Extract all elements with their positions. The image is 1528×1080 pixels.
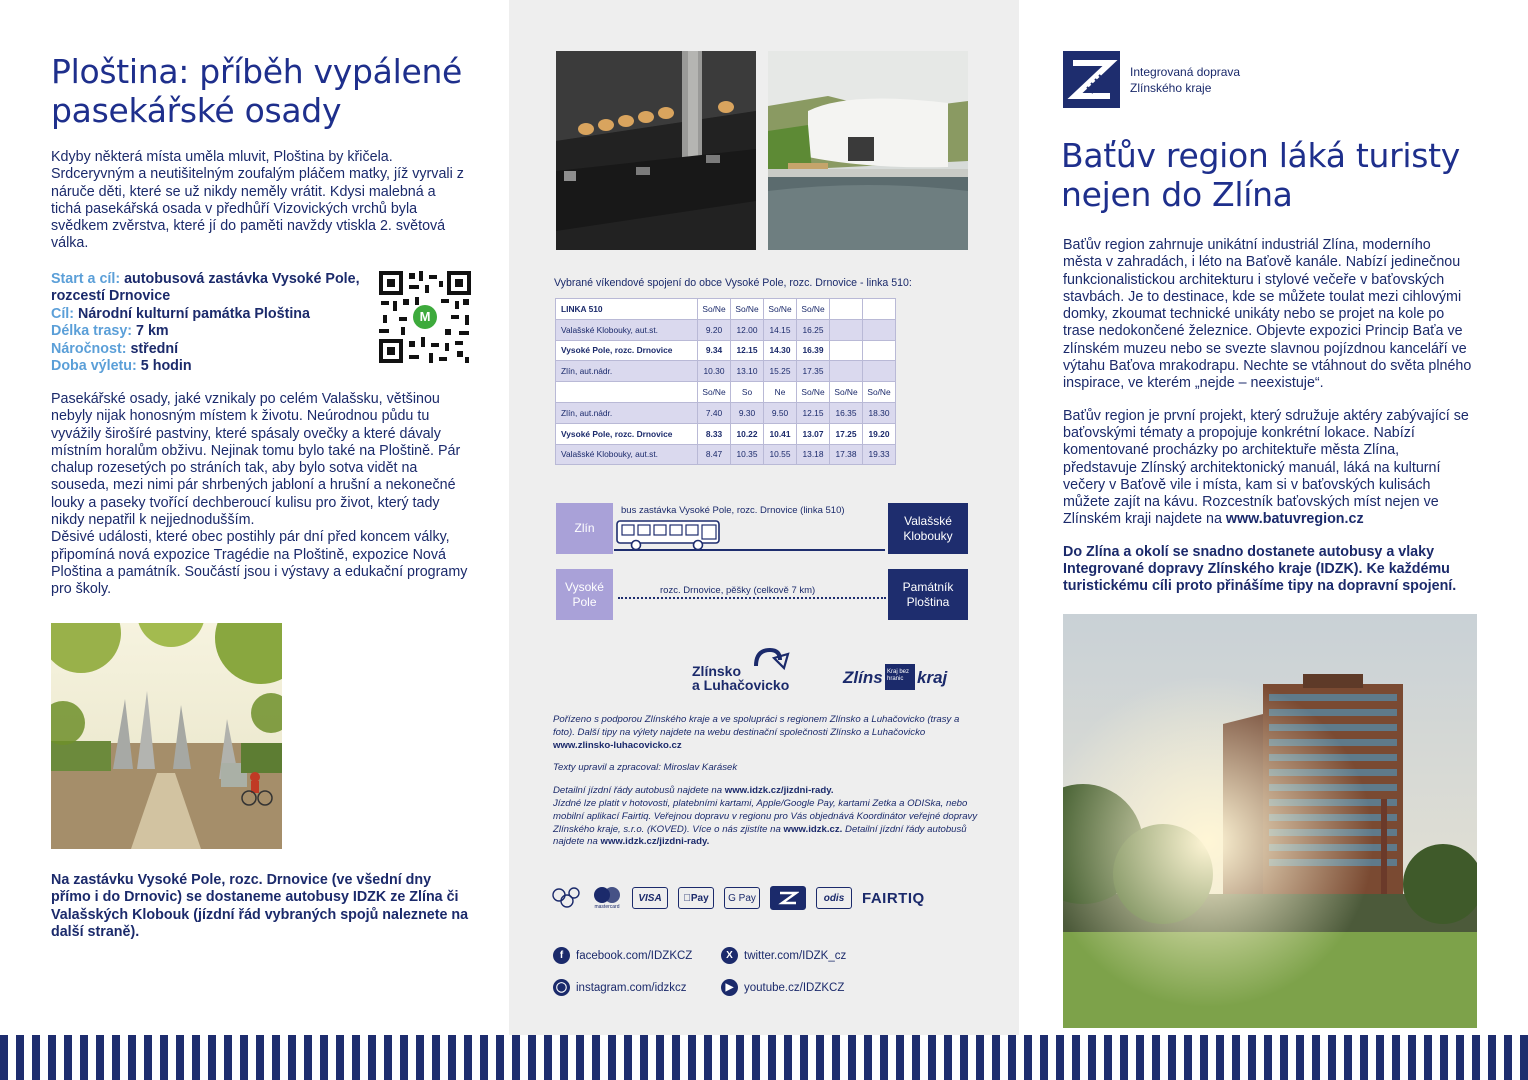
twitter-link[interactable]: twitter.com/IDZK_cz (744, 949, 847, 962)
timetable-time-cell: 19.33 (863, 444, 896, 465)
timetable-time-cell: 17.25 (830, 423, 863, 444)
timetable-time-cell: 16.39 (797, 340, 830, 361)
plostina-footer: Na zastávku Vysoké Pole, rozc. Drnovice (ve všední dny přímo i do Drnovic) se dostaneme autobusy IDZK ze Zlína či Valašských Klobouk (jízdní řád vybraných spojů naleznete na další straně). (51, 872, 469, 941)
route-to-valasske-klobouky: Valašské Klobouky (888, 503, 968, 554)
route-from-zlin: Zlín (556, 503, 613, 554)
timetable-day-cell (830, 299, 863, 320)
timetable-day-cell: So/Ne (698, 299, 731, 320)
timetable-header-row (556, 299, 896, 320)
timetable-time-cell: 10.35 (731, 444, 764, 465)
facebook-icon: f (553, 947, 570, 964)
timetable-time-cell (830, 340, 863, 361)
timetable-line-cell: LINKA 510 (556, 299, 698, 320)
timetable-time-cell (830, 319, 863, 340)
timetable-time-cell: 10.41 (764, 423, 797, 444)
timetable-time-cell: 14.15 (764, 319, 797, 340)
author-text: Texty upravil a zpracoval: Miroslav Karásek (553, 762, 738, 774)
timetable-time-cell: 12.00 (731, 319, 764, 340)
zk-name-a: Zlíns (843, 668, 883, 687)
timetable-time-cell (830, 361, 863, 382)
batuv-region-link[interactable]: www.batuvregion.cz (1225, 511, 1364, 528)
zk-name-b: kraj (917, 668, 948, 687)
mastercard-logo (592, 886, 622, 910)
instagram-icon: ◯ (553, 979, 570, 996)
timetable-time-cell (863, 319, 896, 340)
timetable-stop-cell: Valašské Klobouky, aut.st. (556, 444, 698, 465)
visa-logo: VISA (632, 887, 668, 909)
timetable-time-cell: 13.18 (797, 444, 830, 465)
timetable-day-cell: So/Ne (731, 299, 764, 320)
timetable-time-cell (863, 361, 896, 382)
batuv-p3: Do Zlína a okolí se snadno dostanete autobusy a vlaky Integrované dopravy Zlínského kraje (IDZK). Ke každému turistickému cíli proto přinášíme tipy na dopravní spojení. (1063, 543, 1457, 595)
batuv-region-title: Baťův region láká turisty nejen do Zlína (1061, 136, 1460, 214)
social-youtube[interactable] (721, 979, 844, 996)
duration-value: 5 hodin (140, 358, 192, 375)
idzk-link[interactable]: www.idzk.cz. (783, 823, 843, 835)
plostina-title: Ploština: příběh vypálené pasekářské osady (51, 52, 463, 130)
duration-label: Doba výletu: (51, 358, 137, 375)
trip-info (51, 271, 371, 375)
bus-icon (616, 520, 722, 551)
support-link[interactable]: www.zlinsko-luhacovicko.cz (553, 739, 682, 751)
idzk-logo-icon (1063, 51, 1120, 108)
timetable-row (556, 319, 896, 340)
fairtiq-logo: FAIRTIQ (862, 889, 925, 907)
youtube-icon: ▶ (721, 979, 738, 996)
odis-logo: odis (816, 887, 852, 909)
timetable-stop-cell: Vysoké Pole, rozc. Drnovice (556, 340, 698, 361)
zlinsko-line2: a Luhačovicko (692, 677, 790, 693)
mastercard-icon (592, 886, 622, 904)
tt-link[interactable]: www.idzk.cz/jizdni-rady. (724, 785, 834, 797)
idzk-name-line1: Integrovaná doprava (1130, 65, 1241, 79)
timetable-time-cell: 7.40 (698, 402, 731, 423)
timetable-time-cell: 9.50 (764, 402, 797, 423)
timetable-time-cell: 17.38 (830, 444, 863, 465)
timetable-time-cell: 15.25 (764, 361, 797, 382)
length-label: Délka trasy: (51, 323, 133, 340)
timetable-time-cell: 13.07 (797, 423, 830, 444)
difficulty-label: Náročnost: (51, 340, 127, 357)
timetable-stop-cell: Zlín, aut.nádr. (556, 402, 698, 423)
timetable-day-cell: So/Ne (764, 299, 797, 320)
timetable-header-row (556, 382, 896, 403)
route-walk-label: rozc. Drnovice, pěšky (celkově 7 km) (660, 585, 816, 596)
apple-icon (683, 893, 691, 904)
plostina-body (51, 391, 471, 599)
goal-value: Národní kulturní památka Ploština (78, 305, 310, 322)
left-panel (0, 0, 509, 1035)
timetable-day-cell: So/Ne (797, 382, 830, 403)
timetable-time-cell: 10.55 (764, 444, 797, 465)
timetable-day-cell: So/Ne (698, 382, 731, 403)
route-bus-label: bus zastávka Vysoké Pole, rozc. Drnovice (linka 510) (621, 505, 845, 516)
timetable-time-cell: 13.10 (731, 361, 764, 382)
timetable-time-cell: 10.22 (731, 423, 764, 444)
pay-text: Jízdné lze platit v hotovosti, platebními kartami, Apple/Google Pay, kartami Zetka a ODISka, nebo mobilní aplikací Fairtiq. Veřejnou dopravu v regionu pro Vás objednává Koordinátor veřejné dopravy Zlínského kraje, s.r.o. (KOVED). Více o nás zjistíte na (553, 797, 978, 835)
timetable-time-cell: 12.15 (797, 402, 830, 423)
support-text: Pořízeno s podporou Zlínského kraje a ve spolupráci s regionem Zlínsko a Luhačovicko (trasy a foto). Další tipy na výlety najdete na webu destinační společnosti Zlínsko a Luhačovicko (553, 714, 960, 738)
social-instagram[interactable] (553, 979, 687, 996)
timetable-time-cell: 10.30 (698, 361, 731, 382)
mastercard-label: mastercard (594, 904, 620, 910)
social-twitter[interactable] (721, 947, 846, 964)
batuv-region-body (1063, 237, 1473, 611)
bottom-stripe-decoration (0, 1035, 1528, 1080)
timetable-row (556, 444, 896, 465)
route-to-pamatnik: Památník Ploština (888, 569, 968, 620)
bata-skyscraper-photo (1063, 614, 1477, 1028)
payment-methods (550, 882, 980, 914)
plostina-body-p1: Pasekářské osady, jaké vznikaly po celém Valašsku, většinou nebyly nijak honosným místem k životu. Neúrodnou půdu tu vyvážily širošíré pastviny, které spásaly ovečky a které dávaly místním horalům obživu. Nejinak tomu bylo také na Ploštině. Pár chalup rozesetých po stráních tak, aby bylo sotva vidět na souseda, mezi nimi pár shrbených jabloní a hrušní a nekonečné louky a paseky tvořící dechberoucí kulisu pro život, který tady nikdy nepatřil k nejjednodušším. (51, 391, 461, 529)
timetable-time-cell (863, 340, 896, 361)
timetable-time-cell: 18.30 (863, 402, 896, 423)
apple-pay-label: Pay (687, 892, 705, 904)
zetka-card-icon (550, 885, 582, 911)
timetable-day-cell: So/Ne (863, 382, 896, 403)
youtube-link[interactable]: youtube.cz/IDZKCZ (744, 981, 845, 994)
timetable-time-cell: 8.47 (698, 444, 731, 465)
timetable-day-cell: Ne (764, 382, 797, 403)
qr-badge-letter: M (419, 309, 431, 324)
difficulty-value: střední (130, 340, 179, 357)
museum-exhibition-photo (556, 51, 756, 250)
tt-text: Detailní jízdní řády autobusů najdete na (553, 785, 723, 797)
plostina-body-p2: Děsivé události, které obec postihly pár dní před koncem války, připomíná nová expozice Tragédie na Ploštině, expozice Nová Ploština a památník. Součástí jsou i výstavy a edukační programy pro školy. (51, 529, 468, 598)
plostina-memorial-photo (51, 623, 282, 849)
idzk-name-line2: Zlínského kraje (1130, 80, 1212, 95)
tt-link-2[interactable]: www.idzk.cz/jizdni-rady. (600, 836, 710, 848)
timetable-day-cell: So/Ne (797, 299, 830, 320)
batuv-p2: Baťův region je první projekt, který sdružuje aktéry zabývající se baťovskými tématy a propojuje konkrétní lokace. Nabízí komentované procházky po architektuře města Zlína, představuje Zlínský architektonický manuál, láká na kulturní večery v Baťově vile i místa, kam si v baťovských kulisách můžete zajít na kávu. Rozcestník baťovských míst nejen ve Zlínském kraji najdete na (1063, 407, 1469, 528)
zk-tagline: Kraj bez hranic (885, 664, 915, 690)
timetable-stop-cell: Vysoké Pole, rozc. Drnovice (556, 423, 698, 444)
timetable-time-cell: 16.35 (830, 402, 863, 423)
batuv-p1: Baťův region zahrnuje unikátní industriál Zlína, moderního města v zahradách, i léto na Baťově kanále. Nabízí jedinečnou funkcionalistickou architekturu i stylové večeře v baťovských stavbách. Je to destinace, kde se můžete toulat mezi cihlovými domky, zkoumat technické unikáty nebo se projet na kole po trase nedokončené železnice. Objevte expozici Princip Baťa ve zlínském muzeu nebo se svezte slavnou pojízdnou kanceláří ve výtahu Baťova mrakodrapu. Nechte se vtáhnout do světa plného inspirace, ve kterém „nejde – neexistuje“. (1063, 237, 1472, 392)
timetable-time-cell: 9.34 (698, 340, 731, 361)
apple-pay-logo (678, 887, 714, 909)
timetable-day-cell (863, 299, 896, 320)
zlinsky-kraj-logo (843, 660, 958, 692)
timetable-row (556, 361, 896, 382)
facebook-link[interactable]: facebook.com/IDZKCZ (576, 949, 693, 962)
idzk-card-icon (770, 886, 806, 910)
instagram-link[interactable]: instagram.com/idzkcz (576, 981, 687, 994)
timetable (555, 298, 896, 465)
timetable-line-cell (556, 382, 698, 403)
memorial-building-photo (768, 51, 968, 250)
timetable-time-cell: 8.33 (698, 423, 731, 444)
route-walk-line (618, 597, 886, 599)
timetable-day-cell: So/Ne (830, 382, 863, 403)
timetable-time-cell: 9.20 (698, 319, 731, 340)
timetable-stop-cell: Zlín, aut.nádr. (556, 361, 698, 382)
timetable-time-cell: 19.20 (863, 423, 896, 444)
timetable-time-cell: 16.25 (797, 319, 830, 340)
idzk-name (1130, 65, 1240, 96)
zlinsko-luhacovicko-logo (690, 646, 795, 694)
pay-suffix: Detailní jízdní řády autobusů najdete na (553, 823, 967, 848)
timetable-caption: Vybrané víkendové spojení do obce Vysoké Pole, rozc. Drnovice - linka 510: (554, 277, 912, 289)
google-pay-logo: G Pay (724, 887, 760, 909)
timetable-time-cell: 14.30 (764, 340, 797, 361)
timetable-time-cell: 17.35 (797, 361, 830, 382)
start-value: autobusová zastávka Vysoké Pole, rozcestí Drnovice (51, 271, 360, 305)
plostina-intro: Kdyby některá místa uměla mluvit, Ploština by křičela. Srdceryvným a neutišitelným zoufalým pláčem matky, jíž vyrvali z náruče děti, které se už nikdy neměly vrátit. Kdysi malebná a tichá pasekářská osada v předhůří Vizovických vrchů byla svědkem zvěrstva, které jí do paměti navždy vtiskla 2. světová válka. (51, 149, 464, 252)
goal-label: Cíl: (51, 305, 75, 322)
timetable-day-cell: So (731, 382, 764, 403)
zlinsko-line1: Zlínsko (692, 663, 742, 679)
social-facebook[interactable] (553, 947, 692, 964)
timetable-row (556, 402, 896, 423)
timetable-row (556, 340, 896, 361)
timetable-time-cell: 12.15 (731, 340, 764, 361)
twitter-x-icon: X (721, 947, 738, 964)
middle-notes (553, 714, 978, 859)
timetable-stop-cell: Valašské Klobouky, aut.st. (556, 319, 698, 340)
length-value: 7 km (136, 323, 169, 340)
timetable-time-cell: 9.30 (731, 402, 764, 423)
timetable-row (556, 423, 896, 444)
start-label: Start a cíl: (51, 271, 121, 287)
route-from-vysoke-pole: Vysoké Pole (556, 569, 613, 620)
